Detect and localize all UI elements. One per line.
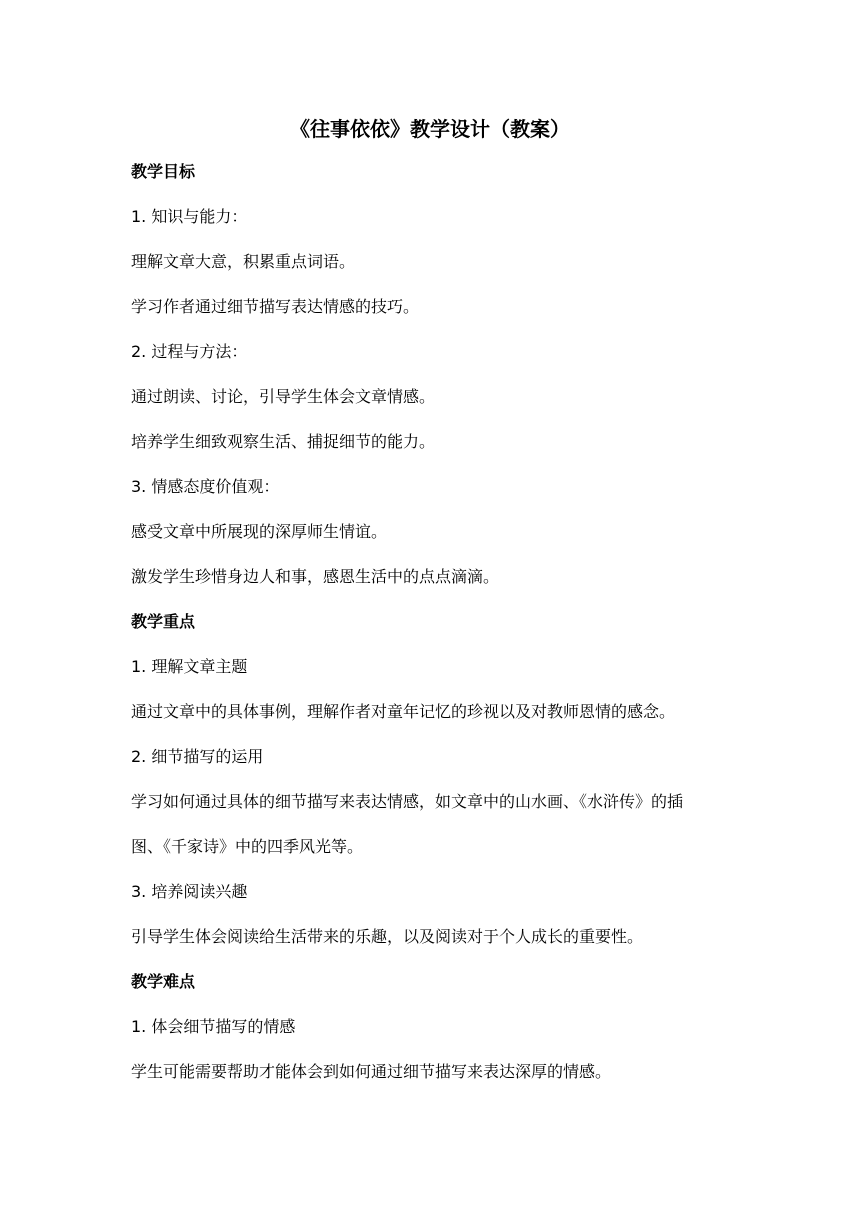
document-title: 《往事依依》教学设计（教案） xyxy=(290,117,570,141)
key-point-item-3-label: 3. 培养阅读兴趣 xyxy=(131,882,248,901)
objective-item-2-line-1: 通过朗读、讨论，引导学生体会文章情感。 xyxy=(131,387,436,406)
key-point-item-3-line-1: 引导学生体会阅读给生活带来的乐趣，以及阅读对于个人成长的重要性。 xyxy=(131,927,644,946)
objective-item-3-line-1: 感受文章中所展现的深厚师生情谊。 xyxy=(131,522,388,541)
key-point-item-2-line-1: 学习如何通过具体的细节描写来表达情感，如文章中的山水画、《水浒传》的插 xyxy=(131,792,684,811)
objective-item-3-line-2: 激发学生珍惜身边人和事，感恩生活中的点点滴滴。 xyxy=(131,567,500,586)
key-point-item-1-line-1: 通过文章中的具体事例，理解作者对童年记忆的珍视以及对教师恩情的感念。 xyxy=(131,702,676,721)
section-heading-difficulties: 教学难点 xyxy=(131,972,196,991)
section-heading-objectives: 教学目标 xyxy=(131,162,196,181)
key-point-item-2-line-2: 图、《千家诗》中的四季风光等。 xyxy=(131,837,364,856)
key-point-item-1-label: 1. 理解文章主题 xyxy=(131,657,248,676)
objective-item-1-line-1: 理解文章大意，积累重点词语。 xyxy=(131,252,356,271)
key-point-item-2-label: 2. 细节描写的运用 xyxy=(131,747,264,766)
objective-item-1-line-2: 学习作者通过细节描写表达情感的技巧。 xyxy=(131,297,420,316)
objective-item-2-label: 2. 过程与方法： xyxy=(131,342,248,361)
objective-item-3-label: 3. 情感态度价值观： xyxy=(131,477,280,496)
difficulty-item-1-label: 1. 体会细节描写的情感 xyxy=(131,1017,296,1036)
difficulty-item-1-line-1: 学生可能需要帮助才能体会到如何通过细节描写来表达深厚的情感。 xyxy=(131,1062,612,1081)
section-heading-key-points: 教学重点 xyxy=(131,612,196,631)
objective-item-2-line-2: 培养学生细致观察生活、捕捉细节的能力。 xyxy=(131,432,436,451)
objective-item-1-label: 1. 知识与能力： xyxy=(131,207,248,226)
